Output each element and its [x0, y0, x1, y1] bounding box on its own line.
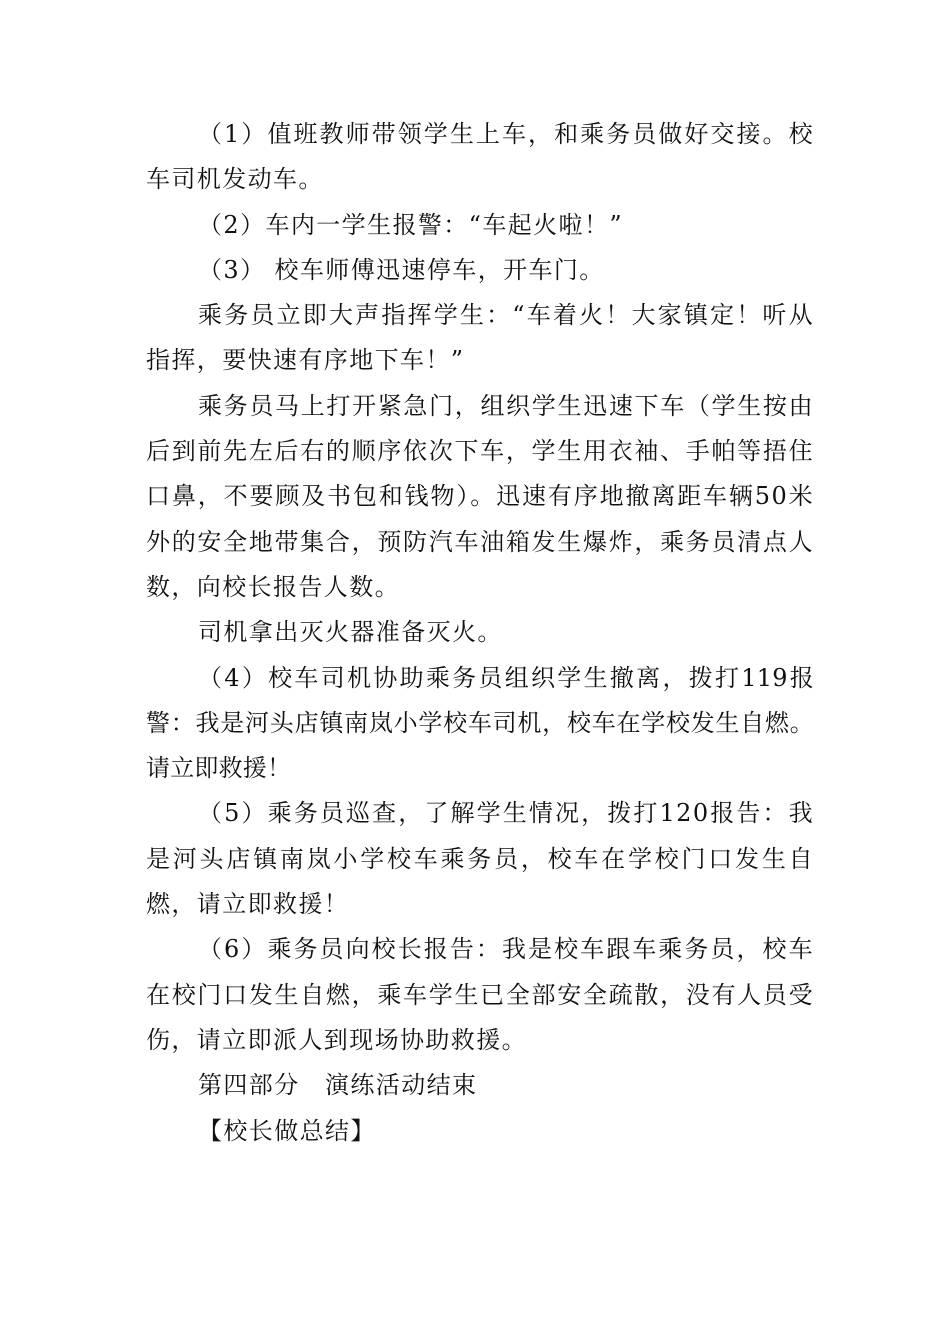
- section-heading-part-four: 第四部分 演练活动结束: [198, 1071, 478, 1100]
- document-body: [146, 112, 814, 1154]
- paragraph-extinguisher: 司机拿出灭火器准备灭火。: [198, 618, 503, 647]
- paragraph-attendant-command: 乘务员立即大声指挥学生：“车着火！大家镇定！听从指挥，要快速有序地下车！”: [146, 301, 814, 375]
- paragraph-step-1: （1）值班教师带领学生上车，和乘务员做好交接。校车司机发动车。: [146, 120, 814, 194]
- paragraph-step-3: （3） 校车师傅迅速停车，开车门。: [198, 255, 605, 284]
- section-heading-summary: 【校长做总结】: [198, 1116, 376, 1145]
- paragraph-step-4: （4）校车司机协助乘务员组织学生撤离，拨打119报警：我是河头店镇南岚小学校车司机，校车在学校发生自燃。请立即救援！: [146, 663, 814, 783]
- paragraph-step-2: （2）车内一学生报警：“车起火啦！”: [198, 210, 624, 239]
- paragraph-evacuation: 乘务员马上打开紧急门，组织学生迅速下车（学生按由后到前先左后右的顺序依次下车，学生用衣袖、手帕等捂住口鼻，不要顾及书包和钱物）。迅速有序地撤离距车辆50米外的安全地带集合，预防汽车油箱发生爆炸，乘务员清点人数，向校长报告人数。: [146, 391, 814, 601]
- paragraph-step-5: （5）乘务员巡查，了解学生情况，拨打120报告：我是河头店镇南岚小学校车乘务员，校车在学校门口发生自燃，请立即救援！: [146, 799, 814, 919]
- paragraph-step-6: （6）乘务员向校长报告：我是校车跟车乘务员，校车在校门口发生自燃，乘车学生已全部安全疏散，没有人员受伤，请立即派人到现场协助救援。: [146, 935, 814, 1054]
